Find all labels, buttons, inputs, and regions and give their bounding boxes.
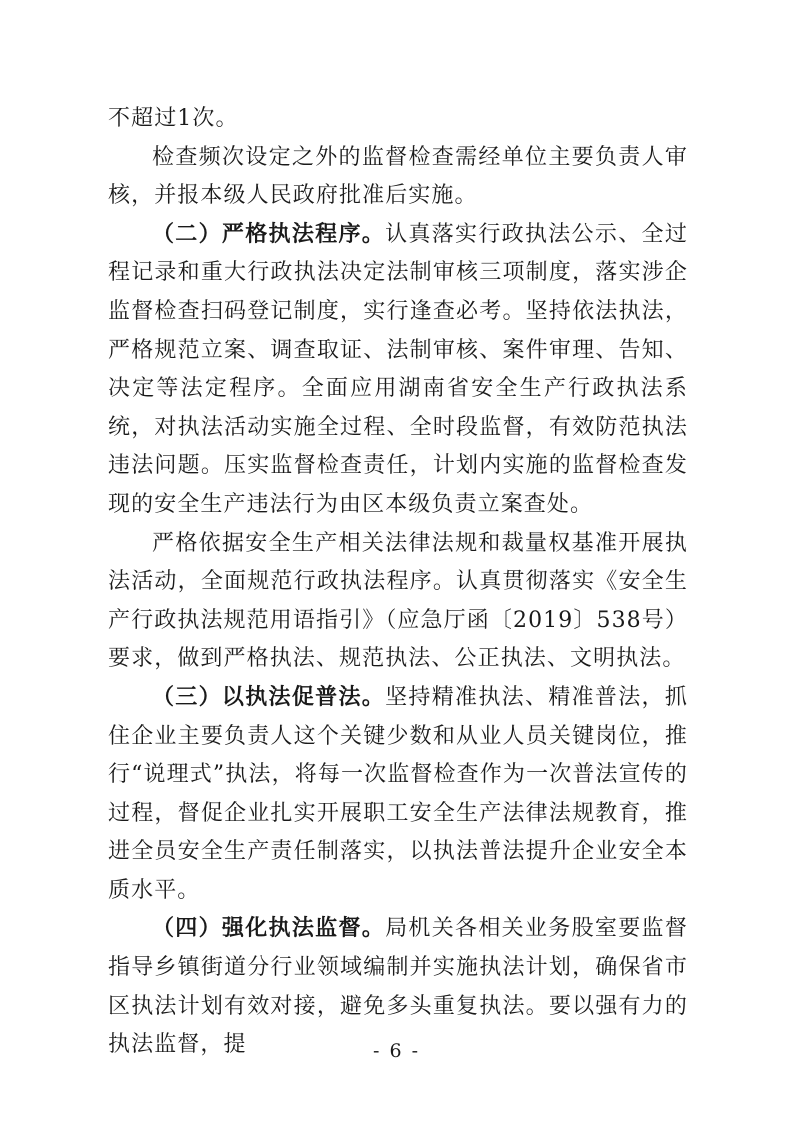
paragraph-section-3 bbox=[108, 679, 688, 911]
paragraph-text: 不超过1次。 bbox=[108, 106, 239, 131]
paragraph-text: 坚持精准执法、精准普法，抓住企业主要负责人这个关键少数和从业人员关键岗位，推行“说理式”执法，将每一次监督检查作为一次普法宣传的过程，督促企业扎实开展职工安全生产法律法规教育，推进全员安全生产责任制落实，以执法普法提升企业安全本质水平。 bbox=[108, 684, 688, 903]
paragraph-continuation bbox=[108, 100, 688, 139]
section-heading: （二）严格执法程序。 bbox=[152, 221, 386, 247]
body-text bbox=[108, 100, 688, 1065]
paragraph-text: 严格依据安全生产相关法律法规和裁量权基准开展执法活动，全面规范行政执法程序。认真贯彻落实《安全生产行政执法规范用语指引》（应急厅函〔2019〕538号）要求，做到严格执法、规范执法、公正执法、文明执法。 bbox=[108, 530, 688, 672]
paragraph-procedure bbox=[108, 525, 688, 679]
section-heading: （四）强化执法监督。 bbox=[152, 916, 386, 942]
paragraph-text: 认真落实行政执法公示、全过程记录和重大行政执法决定法制审核三项制度，落实涉企监督检查扫码登记制度，实行逢查必考。坚持依法执法，严格规范立案、调查取证、法制审核、案件审理、告知、决定等法定程序。全面应用湖南省安全生产行政执法系统，对执法活动实施全过程、全时段监督，有效防范执法违法问题。压实监督检查责任，计划内实施的监督检查发现的安全生产违法行为由区本级负责立案查处。 bbox=[108, 221, 688, 517]
paragraph-section-2 bbox=[108, 216, 688, 525]
page-number: - 6 - bbox=[372, 1040, 420, 1062]
paragraph-text: 局机关各相关业务股室要监督指导乡镇街道分行业领域编制并实施执法计划，确保省市区执法计划有效对接，避免多头重复执法。要以强有力的执法监督，提 bbox=[108, 916, 688, 1058]
paragraph-text: 检查频次设定之外的监督检查需经单位主要负责人审核，并报本级人民政府批准后实施。 bbox=[108, 144, 688, 209]
section-heading: （三）以执法促普法。 bbox=[152, 684, 386, 710]
paragraph-inspection-frequency bbox=[108, 139, 688, 216]
